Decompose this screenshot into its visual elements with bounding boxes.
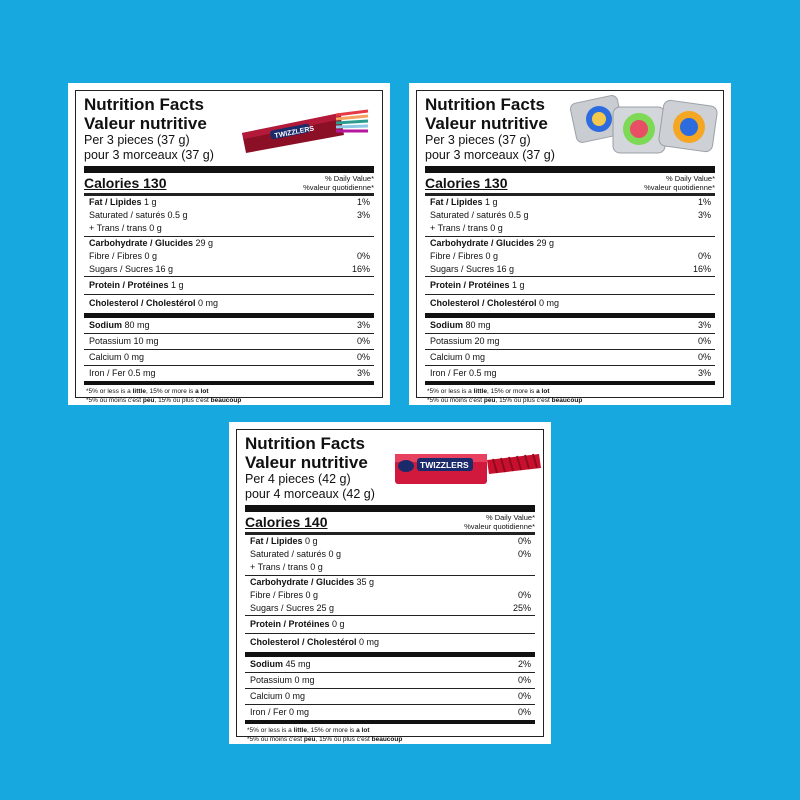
fat-row: Fat / Lipides 0 g 0% [250,536,531,546]
footnote: *5% or less is a little, 15% or more is a lot *5% ou moins c'est peu, 15% ou plus c'est beaucoup [427,388,583,405]
daily-value-header-en: % Daily Value* [665,174,715,183]
sugars-row: Sugars / Sucres 16 g 16% [430,264,711,275]
daily-value-header-fr: %valeur quotidienne* [644,182,715,192]
trans-row: + Trans / trans 0 g [250,562,323,573]
title-en: Nutrition Facts [245,434,365,453]
fibre-row: Fibre / Fibres 0 g 0% [89,250,370,261]
protein-row: Protein / Protéines 1 g [430,280,525,291]
saturated-row: Saturated / saturés 0.5 g 3% [89,210,370,221]
sugars-row: Sugars / Sucres 16 g 16% [89,264,370,275]
cholesterol-row: Cholesterol / Cholestérol 0 mg [430,298,560,309]
daily-value-header-fr: %valeur quotidienne* [303,182,374,192]
iron-row: Iron / Fer 0 mg 0% [250,707,531,718]
protein-row: Protein / Protéines 1 g [89,280,184,291]
trans-row: + Trans / trans 0 g [430,223,503,234]
calories: Calories 140 [245,514,328,530]
protein-row: Protein / Protéines 0 g [250,619,345,630]
serving-size-fr: pour 4 morceaux (42 g) [245,486,375,501]
carbohydrate-row: Carbohydrate / Glucides 29 g [430,237,555,248]
product-image-pull-n-peel [240,105,370,153]
calcium-row: Calcium 0 mg 0% [89,352,370,363]
calcium-row: Calcium 0 mg 0% [430,352,711,363]
calories: Calories 130 [84,175,167,191]
carbohydrate-row: Carbohydrate / Glucides 29 g [89,237,214,248]
product-image-twists [393,448,543,490]
title-en: Nutrition Facts [425,95,545,114]
iron-row: Iron / Fer 0.5 mg 3% [89,368,370,379]
logo-text: TWIZZLERS [420,460,469,470]
sugars-row: Sugars / Sucres 25 g 25% [250,603,531,614]
carbohydrate-row: Carbohydrate / Glucides 35 g [250,576,375,587]
serving-size-fr: pour 3 morceaux (37 g) [84,147,214,162]
cholesterol-row: Cholesterol / Cholestérol 0 mg [250,637,380,648]
serving-size-en: Per 3 pieces (37 g) [425,133,531,147]
product-image-candy-wheels [569,89,721,161]
title-fr: Valeur nutritive [425,114,548,133]
calcium-row: Calcium 0 mg 0% [250,691,531,702]
fibre-row: Fibre / Fibres 0 g 0% [250,589,531,600]
fat-row: Fat / Lipides 1 g 1% [89,197,370,207]
iron-row: Iron / Fer 0.5 mg 3% [430,368,711,379]
sodium-row: Sodium 80 mg 3% [430,320,711,331]
title-fr: Valeur nutritive [245,453,368,472]
cholesterol-row: Cholesterol / Cholestérol 0 mg [89,298,219,309]
fibre-row: Fibre / Fibres 0 g 0% [430,250,711,261]
footnote: *5% or less is a little, 15% or more is a lot *5% ou moins c'est peu, 15% ou plus c'est beaucoup [247,727,403,744]
potassium-row: Potassium 20 mg 0% [430,336,711,347]
logo-text: TWIZZLERS [274,125,315,140]
calories: Calories 130 [425,175,508,191]
trans-row: + Trans / trans 0 g [89,223,162,234]
serving-size-en: Per 4 pieces (42 g) [245,472,351,486]
potassium-row: Potassium 10 mg 0% [89,336,370,347]
nutrition-panel-2 [409,83,731,405]
nutrition-panel-1 [68,83,390,405]
serving-size-en: Per 3 pieces (37 g) [84,133,190,147]
serving-size-fr: pour 3 morceaux (37 g) [425,147,555,162]
footnote: *5% or less is a little, 15% or more is a lot *5% ou moins c'est peu, 15% ou plus c'est beaucoup [86,388,242,405]
fat-row: Fat / Lipides 1 g 1% [430,197,711,207]
daily-value-header-fr: %valeur quotidienne* [464,521,535,531]
nutrition-panel-3 [229,422,551,744]
potassium-row: Potassium 0 mg 0% [250,675,531,686]
daily-value-header-en: % Daily Value* [485,513,535,522]
saturated-row: Saturated / saturés 0 g 0% [250,549,531,560]
sodium-row: Sodium 45 mg 2% [250,659,531,670]
title-en: Nutrition Facts [84,95,204,114]
title-fr: Valeur nutritive [84,114,207,133]
sodium-row: Sodium 80 mg 3% [89,320,370,331]
saturated-row: Saturated / saturés 0.5 g 3% [430,210,711,221]
daily-value-header-en: % Daily Value* [324,174,374,183]
